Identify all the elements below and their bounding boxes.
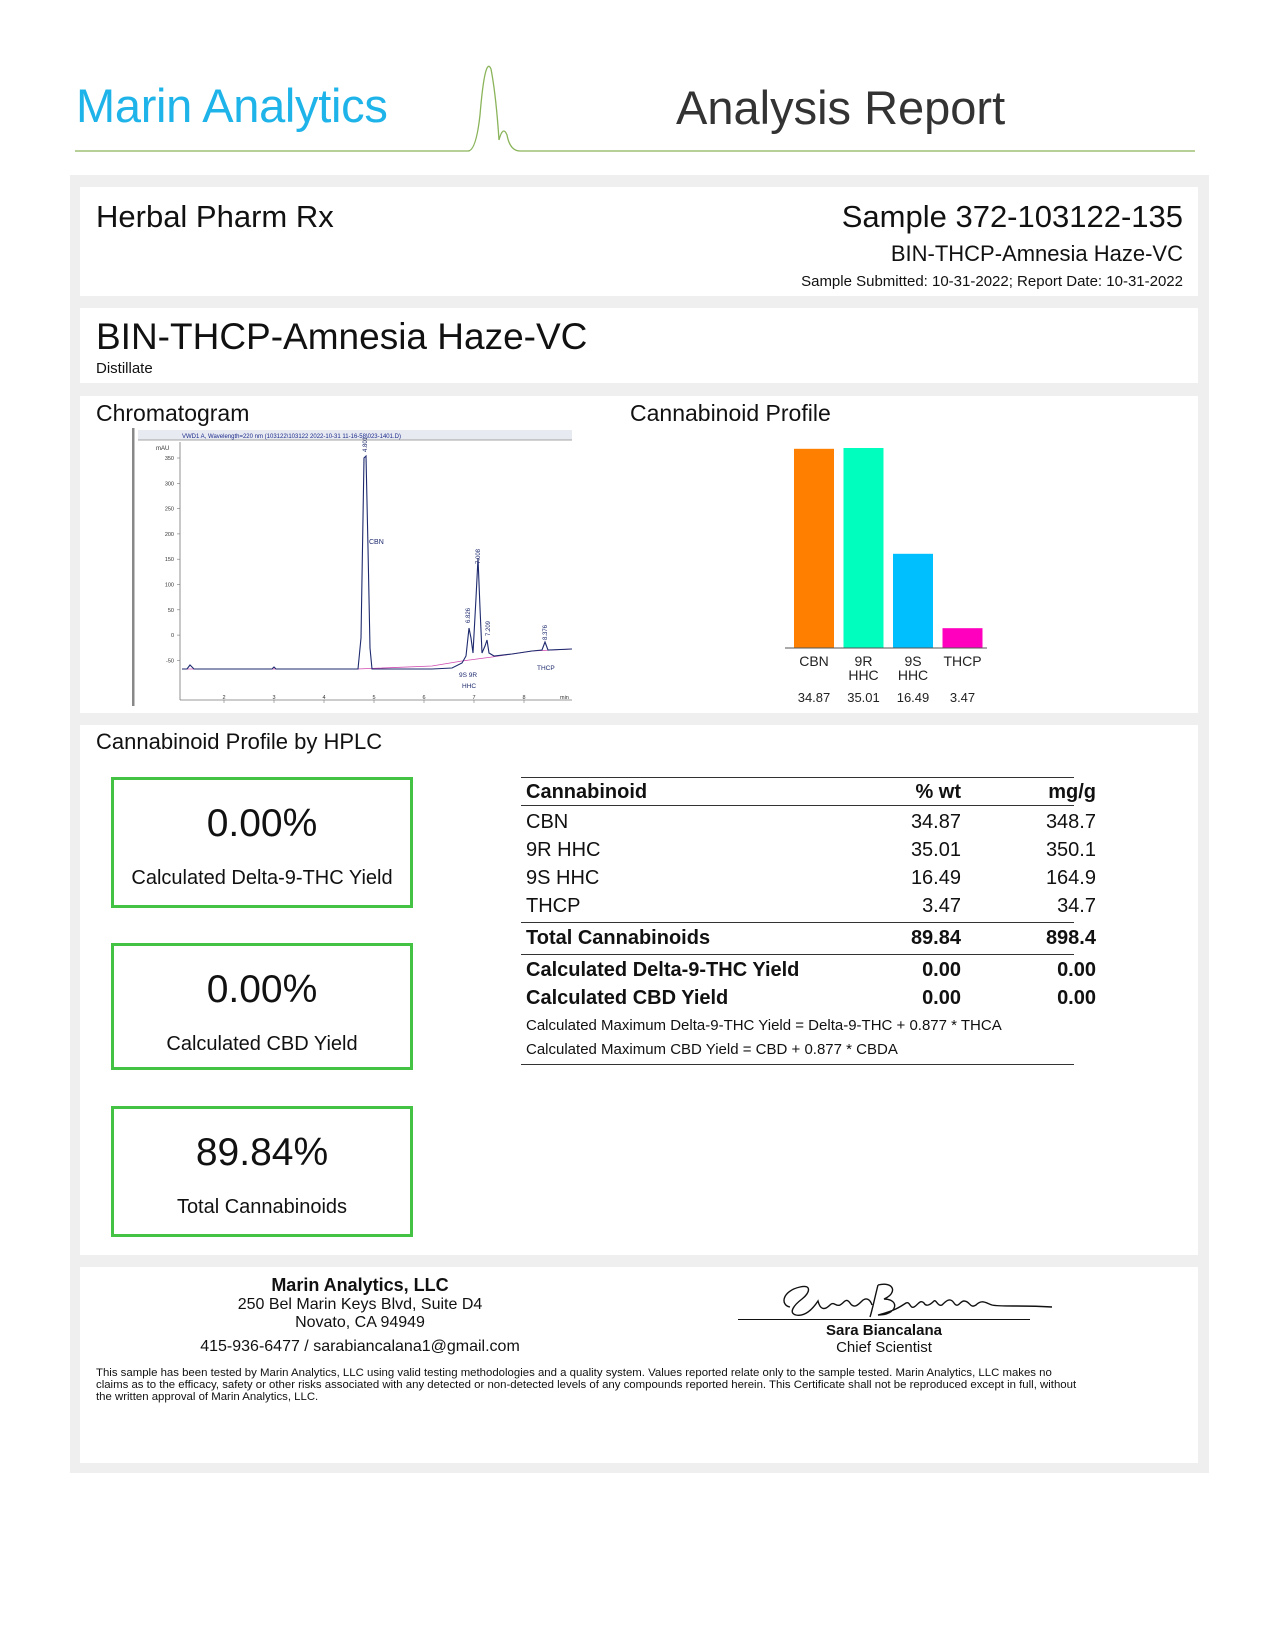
- signature-image: [760, 1271, 1060, 1325]
- x-tick-label: 5: [372, 695, 376, 701]
- header-mg-g: mg/g: [1048, 781, 1096, 803]
- bar-category-label: 9S: [904, 653, 922, 669]
- brand-name: Marin Analytics: [76, 79, 388, 132]
- cell-pct: 34.87: [910, 811, 961, 833]
- bar-category-label: THCP: [943, 653, 982, 669]
- table-row: [521, 811, 1101, 839]
- cell-mg: 348.7: [1045, 811, 1096, 833]
- yield-mg: 0.00: [1057, 987, 1096, 1009]
- chromatogram-plot: [132, 428, 572, 706]
- y-tick-label: 100: [164, 582, 174, 589]
- y-tick-label: 250: [164, 506, 174, 513]
- thc-yield-box: [111, 777, 413, 908]
- bar-value-label: 3.47: [949, 690, 976, 705]
- cell-pct: 35.01: [910, 839, 961, 861]
- total-cannabinoids-box: [111, 1106, 413, 1237]
- y-tick-label: 50: [167, 607, 174, 614]
- peak-label: 7.008: [476, 548, 482, 564]
- chromatogram-header-text: VWD1 A, Wavelength=220 nm (103122\103122 2022-10-31 11-16-58\023-1401.D): [182, 434, 401, 440]
- client-panel: [80, 187, 1198, 296]
- thc-yield-value: 0.00%: [206, 802, 318, 845]
- yield-name: Calculated CBD Yield: [526, 987, 729, 1009]
- product-panel: [80, 308, 1198, 383]
- cell-mg: 350.1: [1045, 839, 1096, 861]
- cell-name: 9S HHC: [526, 867, 600, 889]
- cbd-yield-box: [111, 943, 413, 1070]
- cell-pct: 3.47: [922, 895, 961, 917]
- cell-name: THCP: [526, 895, 581, 917]
- peak-label: 4.801: [363, 436, 369, 452]
- table-yield-row: [521, 959, 1101, 987]
- peak-label: 8.376: [543, 624, 549, 640]
- signer-name: Sara Biancalana: [826, 1322, 942, 1339]
- yield-pct: 0.00: [922, 987, 961, 1009]
- disclaimer-line: the written approval of Marin Analytics, LLC.: [96, 1391, 319, 1403]
- profile-panel: [615, 396, 1198, 713]
- formula-note: Calculated Maximum CBD Yield = CBD + 0.877 * CBDA: [526, 1041, 898, 1058]
- cell-mg: 34.7: [1057, 895, 1096, 917]
- profile-title: Cannabinoid Profile: [630, 400, 831, 426]
- x-tick-label: 8: [522, 695, 526, 701]
- bar-thcp: [943, 628, 983, 648]
- cannabinoid-table: [521, 777, 1096, 1067]
- report-title: Analysis Report: [676, 81, 1006, 134]
- y-tick-label: 350: [164, 456, 174, 462]
- company-contact: 415-936-6477 / sarabiancalana1@gmail.com: [200, 1338, 520, 1355]
- disclaimer-line: This sample has been tested by Marin Analytics, LLC using valid testing methodologies and a quality system. Values reported relate only to the sample tested. Marin Analytics, LLC makes no: [96, 1367, 1052, 1379]
- total-pct: 89.84: [910, 927, 961, 949]
- y-tick-label: 0: [170, 633, 174, 640]
- chromatogram-panel: [80, 396, 628, 713]
- product-name: BIN-THCP-Amnesia Haze-VC: [96, 316, 588, 357]
- thc-yield-label: Calculated Delta-9-THC Yield: [131, 867, 393, 889]
- client-name: Herbal Pharm Rx: [96, 199, 334, 234]
- product-type: Distillate: [96, 360, 153, 377]
- hplc-panel: [80, 725, 1198, 1255]
- hplc-title: Cannabinoid Profile by HPLC: [96, 729, 383, 754]
- x-tick-label: 2: [222, 695, 226, 701]
- report-body: [70, 175, 1209, 1473]
- sample-product: BIN-THCP-Amnesia Haze-VC: [890, 241, 1183, 266]
- total-mg: 898.4: [1045, 927, 1096, 949]
- formula-note: Calculated Maximum Delta-9-THC Yield = Delta-9-THC + 0.877 * THCA: [526, 1017, 1002, 1034]
- cbd-yield-label: Calculated CBD Yield: [166, 1033, 358, 1055]
- table-total-row: [521, 927, 1101, 955]
- bar-category-label: 9R: [854, 653, 873, 669]
- peak-label-cbn: CBN: [369, 539, 384, 546]
- x-unit-label: min: [560, 695, 569, 701]
- peak-label-9s-9r: 9S 9R: [459, 672, 478, 679]
- y-tick-label: 150: [164, 557, 174, 564]
- total-cannabinoids-label: Total Cannabinoids: [176, 1196, 348, 1218]
- cbd-yield-value: 0.00%: [206, 968, 318, 1011]
- bar-category-label: HHC: [897, 667, 929, 683]
- table-row: [521, 839, 1101, 867]
- sample-dates: Sample Submitted: 10-31-2022; Report Date: 10-31-2022: [801, 273, 1183, 290]
- table-row: [521, 895, 1101, 923]
- bar-9r-hhc: [844, 448, 884, 648]
- yield-name: Calculated Delta-9-THC Yield: [526, 959, 800, 981]
- x-tick-label: 4: [322, 695, 326, 701]
- y-unit-label: mAU: [156, 446, 170, 452]
- bar-value-label: 16.49: [896, 690, 930, 705]
- cell-pct: 16.49: [910, 867, 961, 889]
- chromatogram-title: Chromatogram: [96, 400, 250, 426]
- cell-name: 9R HHC: [526, 839, 601, 861]
- header-cannabinoid: Cannabinoid: [526, 781, 648, 803]
- bar-value-label: 35.01: [847, 690, 880, 705]
- bar-category-label: HHC: [848, 667, 879, 683]
- header-rule-peak-logo: [0, 55, 1275, 155]
- total-name: Total Cannabinoids: [526, 927, 711, 949]
- cannabinoid-bar-chart: [765, 438, 1015, 713]
- peak-label-thcp: THCP: [537, 665, 555, 672]
- bar-9s-hhc: [893, 554, 933, 648]
- y-tick-label: 200: [164, 531, 174, 538]
- cell-name: CBN: [526, 811, 569, 833]
- table-row: [521, 867, 1101, 895]
- x-tick-label: 7: [472, 695, 476, 701]
- x-tick-label: 6: [422, 695, 426, 701]
- peak-label: 6.826: [466, 607, 472, 623]
- bar-category-label: CBN: [799, 653, 829, 669]
- peak-label-hhc: HHC: [462, 683, 477, 690]
- header-pct-wt: % wt: [915, 781, 961, 803]
- bar-cbn: [794, 449, 834, 648]
- sample-id: Sample 372-103122-135: [841, 199, 1183, 234]
- peak-label: 7.209: [486, 620, 492, 636]
- bar-value-label: 34.87: [797, 690, 831, 705]
- table-yield-row: [521, 987, 1101, 1015]
- x-tick-label: 3: [272, 695, 276, 701]
- yield-pct: 0.00: [922, 959, 961, 981]
- company-address-2: Novato, CA 94949: [295, 1314, 425, 1331]
- disclaimer-line: claims as to the efficacy, safety or other risks associated with any detected or non-detected levels of any compounds reported herein. This Certificate shall not be reproduced except in full, without: [96, 1379, 1077, 1391]
- company-name: Marin Analytics, LLC: [271, 1275, 449, 1295]
- y-tick-label: -50: [166, 658, 174, 665]
- total-cannabinoids-value: 89.84%: [195, 1131, 329, 1174]
- footer-panel: [80, 1267, 1198, 1463]
- company-address-1: 250 Bel Marin Keys Blvd, Suite D4: [237, 1296, 483, 1313]
- y-tick-label: 300: [164, 481, 174, 488]
- signer-title: Chief Scientist: [836, 1339, 932, 1356]
- yield-mg: 0.00: [1057, 959, 1096, 981]
- cell-mg: 164.9: [1045, 867, 1096, 889]
